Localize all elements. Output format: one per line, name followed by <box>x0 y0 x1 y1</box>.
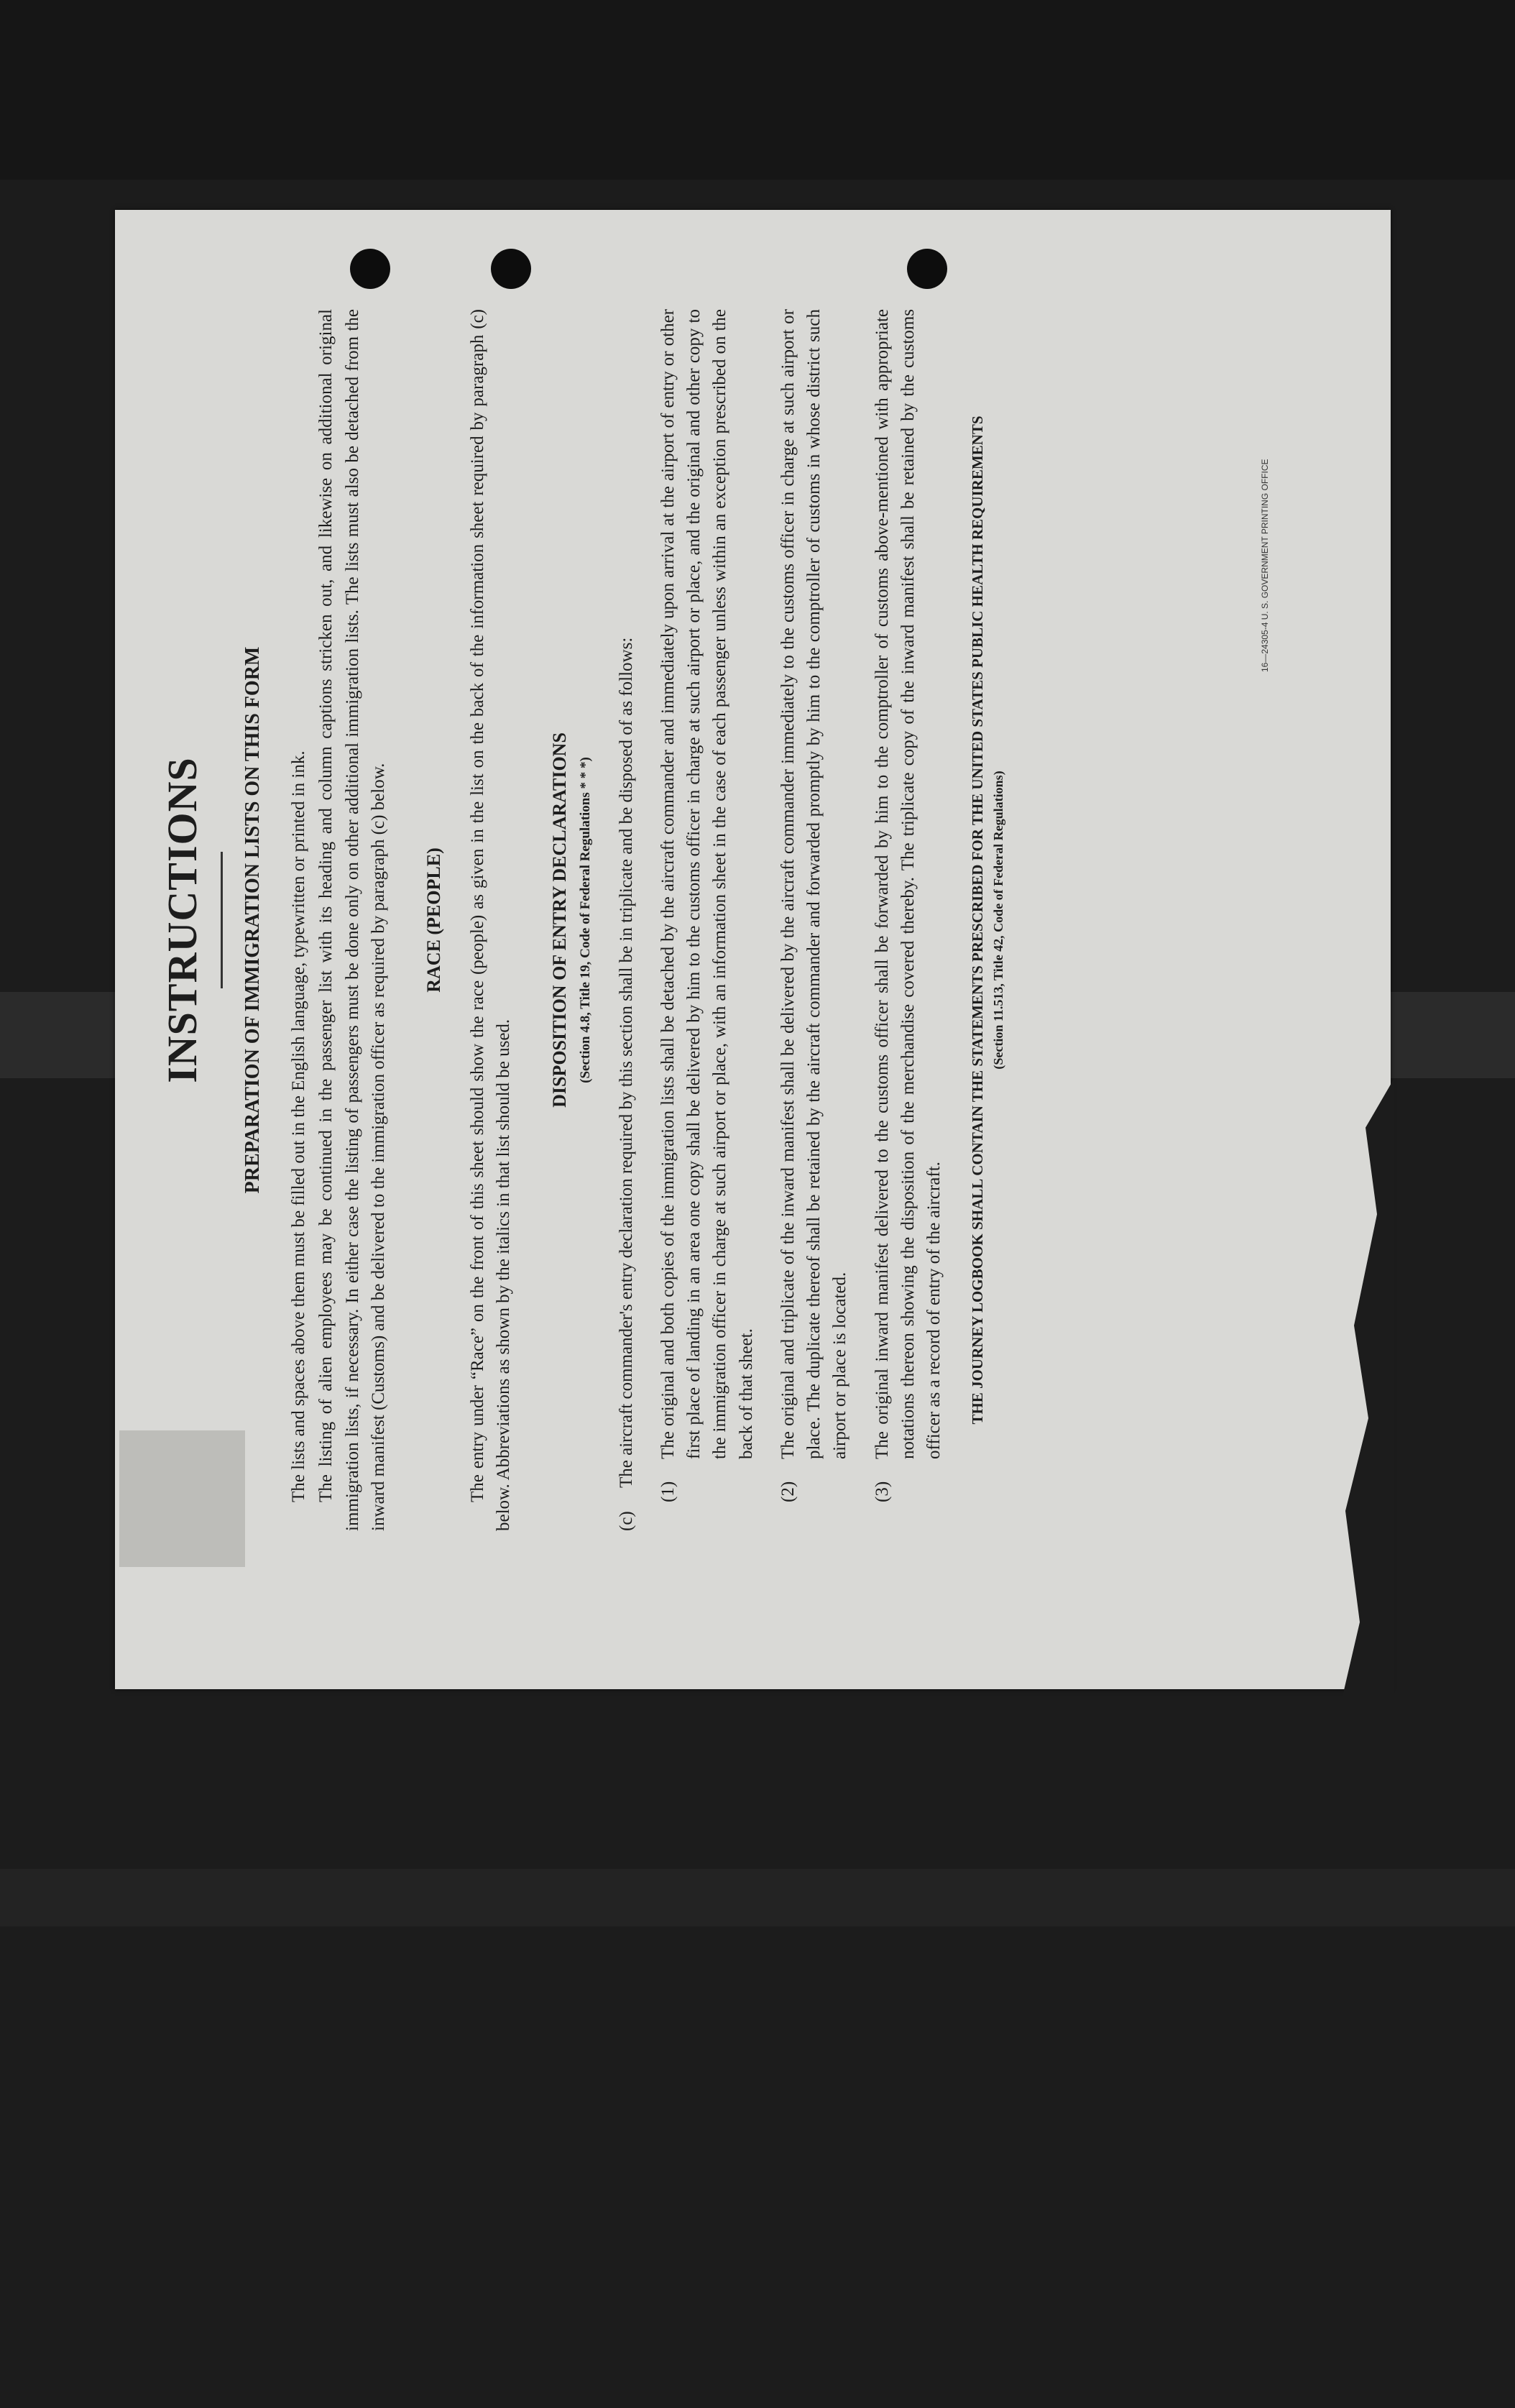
closing-statement: THE JOURNEY LOGBOOK SHALL CONTAIN THE STATEMENTS PRESCRIBED FOR THE UNITED STATES PUBLIC HEALTH REQUIREMENTS <box>969 415 987 1425</box>
list-item <box>775 309 854 1502</box>
background-band <box>0 1869 1515 1926</box>
paragraph: The entry under “Race” on the front of this sheet should show the race (people) as given in the list on the back of the information sheet required by paragraph (c) below. Abbreviations as shown by the italics in that list should be used. <box>468 309 514 1531</box>
section-heading-disposition: DISPOSITION OF ENTRY DECLARATIONS <box>548 732 570 1108</box>
item-number: (1) <box>658 1481 678 1502</box>
list-item <box>870 309 948 1502</box>
closing-citation: (Section 11.513, Title 42, Code of Federal Regulations) <box>991 771 1006 1070</box>
item-text: The original and triplicate of the inward manifest shall be delivered by the aircraft commander immediately to the customs officer in charge at such airport or place. The duplicate thereof shall be retained by the aircraft commander and forwarded promptly by him to the comptroller of customs in whose district such airport or place is located. <box>778 309 850 1459</box>
title-rule <box>221 852 223 988</box>
item-text: The aircraft commander's entry declaration required by this section shall be in triplicate and be disposed of as follows: <box>616 637 636 1488</box>
item-label: (c) <box>616 1511 636 1531</box>
item-number: (3) <box>872 1481 892 1502</box>
item-number: (2) <box>778 1481 798 1502</box>
item-text: The original inward manifest delivered to the customs officer shall be forwarded by him to the comptroller of customs above-mentioned with appropriate notations thereon showing the disposition of the merchandise covered thereby. The triplicate copy of the inward manifest shall be retained by the customs officer as a record of entry of the aircraft. <box>872 309 944 1459</box>
section-heading-preparation: PREPARATION OF IMMIGRATION LISTS ON THIS FORM <box>241 646 264 1194</box>
page-title: INSTRUCTIONS <box>159 757 206 1083</box>
printer-footer: 16—24305-4 U. S. GOVERNMENT PRINTING OFFICE <box>1260 459 1270 672</box>
list-item <box>614 309 640 1531</box>
list-item <box>655 309 760 1502</box>
background-band <box>0 0 1515 180</box>
section-subheading: (Section 4.8, Title 19, Code of Federal Regulations * * *) <box>577 757 593 1083</box>
paragraph: The listing of alien employees may be continued in the passenger list with its heading and column captions stricken out, and likewise on additional original immigration lists, if necessary. In either case the listing of passengers must be done only on other additional immigration lists. The lists must also be detached from the inward manifest (Customs) and be delivered to the immigration officer as required by paragraph (c) below. <box>316 309 388 1531</box>
section-heading-race: RACE (PEOPLE) <box>423 847 444 993</box>
paragraph: The lists and spaces above them must be filled out in the English language, typewritten or printed in ink. <box>289 750 308 1502</box>
instructions-content <box>144 266 1308 1560</box>
item-text: The original and both copies of the immigration lists shall be detached by the aircraft commander and immediately upon arrival at the airport of entry or other first place of landing in an area one copy shall be delivered by him to the customs officer in charge at such airport or place, and the original and other copy to the immigration officer in charge at such airport or place, with an information sheet in the case of each passenger unless within an exception prescribed on the back of that sheet. <box>658 309 756 1459</box>
